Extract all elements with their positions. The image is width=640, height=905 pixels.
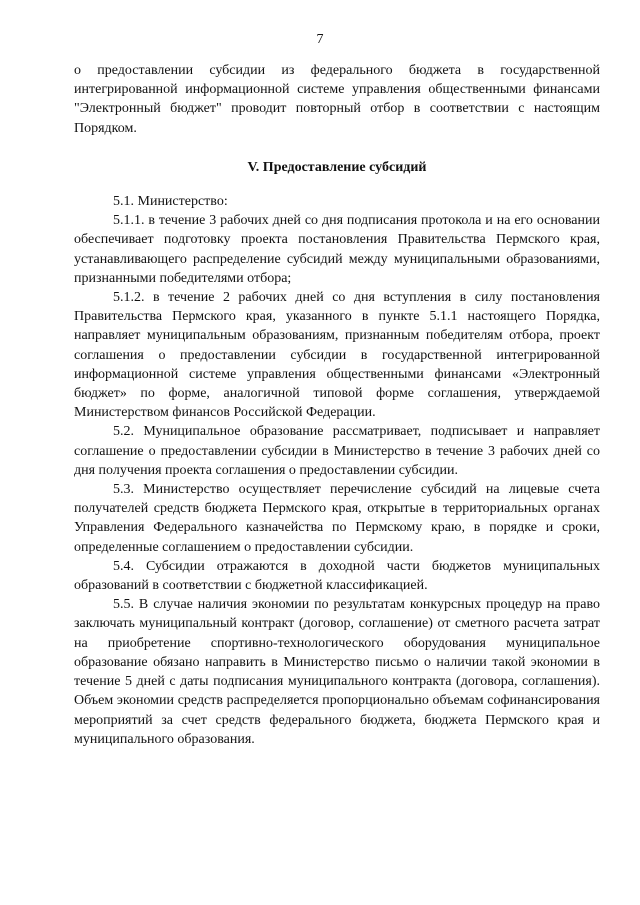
paragraph-5-1-2: 5.1.2. в течение 2 рабочих дней со дня вступления в силу постановления Правительства Пермского края, указанного в пункте 5.1.1 настоящего Порядка, направляет муниципальным образованиям, признанным победителям отбора, проект соглашения о предоставлении субсидии в государственной интегрированной информационной системе управления общественными финансами «Электронный бюджет» по форме, аналогичной типовой форме соглашения, утверждаемой Министерством финансов Российской Федерации. bbox=[74, 290, 600, 421]
paragraph-5-4: 5.4. Субсидии отражаются в доходной части бюджетов муниципальных образований в соответствии с бюджетной классификацией. bbox=[74, 558, 600, 594]
paragraph-5-3: 5.3. Министерство осуществляет перечисление субсидий на лицевые счета получателей средств бюджета Пермского края, открытые в территориальных органах Управления Федерального казначейства по Пермскому краю, в порядке и сроки, определенные соглашением о предоставлении субсидии. bbox=[74, 482, 600, 555]
document-body bbox=[74, 61, 600, 749]
intro-paragraph: о предоставлении субсидии из федерального бюджета в государственной интегрированной информационной системе управления общественными финансами "Электронный бюджет" проводит повторный отбор в соответствии с настоящим Порядком. bbox=[74, 63, 600, 136]
paragraph-5-1-1: 5.1.1. в течение 3 рабочих дней со дня подписания протокола и на его основании обеспечивает подготовку проекта постановления Правительства Пермского края, устанавливающего распределение субсидий между муниципальными образованиями, признанными победителями отбора; bbox=[74, 213, 600, 286]
page-number: 7 bbox=[316, 32, 324, 47]
paragraph-5-5: 5.5. В случае наличия экономии по результатам конкурсных процедур на право заключать муниципальный контракт (договор, соглашение) от сметного расчета затрат на приобретение спортивно-технологического оборудования муниципальное образование обязано направить в Министерство письмо о наличии такой экономии в течение 5 дней с даты подписания муниципального контракта (договора, соглашения). Объем экономии средств распределяется пропорционально объемам софинансирования мероприятий за счет средств федерального бюджета, бюджета Пермского края и муниципального образования. bbox=[74, 597, 600, 747]
paragraph-5-2: 5.2. Муниципальное образование рассматривает, подписывает и направляет соглашение о предоставлении субсидии в Министерство в течение 3 рабочих дней со дня получения проекта соглашения о предоставлении субсидии. bbox=[74, 424, 600, 478]
paragraph-5-1: 5.1. Министерство: bbox=[113, 194, 228, 210]
section-heading: V. Предоставление субсидий bbox=[247, 159, 427, 175]
